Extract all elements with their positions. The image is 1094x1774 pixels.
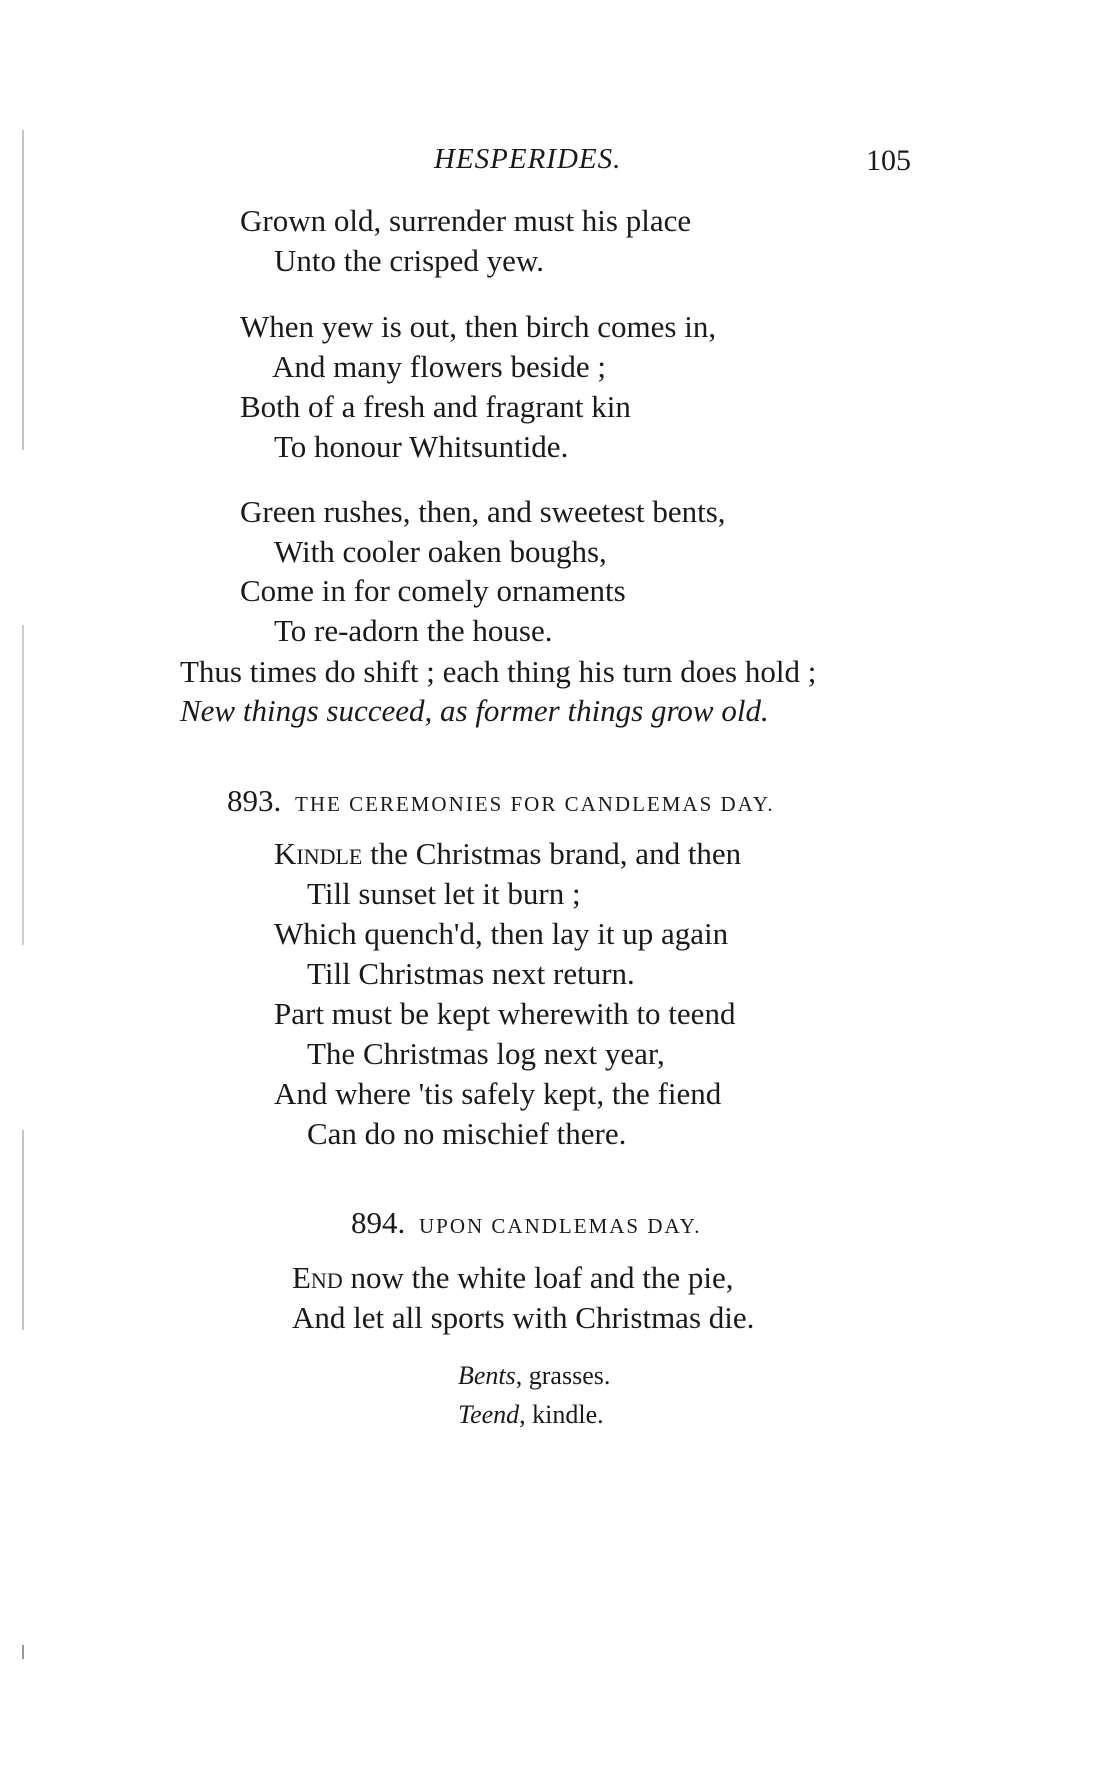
verse-line: Can do no mischief there. xyxy=(307,1116,627,1151)
verse-line xyxy=(292,1262,734,1293)
gloss-definition: , grasses. xyxy=(515,1361,611,1390)
verse-line: Grown old, surrender must his place xyxy=(240,203,692,238)
verse-text: now the white loaf and the pie, xyxy=(342,1260,734,1295)
verse-line xyxy=(274,838,741,869)
gloss-definition: , kindle. xyxy=(519,1400,604,1429)
poem-number: 894. xyxy=(351,1205,406,1240)
verse-line: Green rushes, then, and sweetest bents, xyxy=(240,494,726,529)
verse-line: Till sunset let it burn ; xyxy=(307,876,581,911)
verse-line: Come in for comely ornaments xyxy=(240,573,626,608)
poem-title: UPON CANDLEMAS DAY. xyxy=(419,1214,702,1238)
page-number: 105 xyxy=(866,144,911,177)
verse-line: The Christmas log next year, xyxy=(307,1036,665,1071)
gloss-line xyxy=(458,1402,604,1428)
verse-line: To re-adorn the house. xyxy=(274,613,553,648)
verse-line: And where 'tis safely kept, the fiend xyxy=(274,1076,722,1111)
scan-edge-mark xyxy=(22,1645,24,1659)
verse-text: the Christmas brand, and then xyxy=(362,836,742,871)
verse-line: Which quench'd, then lay it up again xyxy=(274,916,729,951)
verse-line: Both of a fresh and fragrant kin xyxy=(240,389,631,424)
verse-line: When yew is out, then birch comes in, xyxy=(240,309,717,344)
initial-small-caps: Kindle xyxy=(274,836,363,871)
gloss-term: Bents xyxy=(458,1361,516,1390)
gloss-line xyxy=(458,1363,610,1389)
verse-line: Part must be kept wherewith to teend xyxy=(274,996,736,1031)
initial-small-caps: End xyxy=(292,1260,343,1295)
scan-edge-mark xyxy=(22,130,24,450)
verse-line: And many flowers beside ; xyxy=(272,349,607,384)
verse-line: Till Christmas next return. xyxy=(307,956,635,991)
verse-line: And let all sports with Christmas die. xyxy=(292,1300,755,1335)
running-title: HESPERIDES. xyxy=(434,143,622,175)
couplet-line-italic: New things succeed, as former things grow old. xyxy=(180,693,769,728)
poem-number: 893. xyxy=(227,783,282,818)
poem-title: THE CEREMONIES FOR CANDLEMAS DAY. xyxy=(295,792,775,816)
poem-heading xyxy=(227,785,775,816)
couplet-line: Thus times do shift ; each thing his turn does hold ; xyxy=(180,654,817,689)
poem-heading xyxy=(351,1207,701,1238)
gloss-term: Teend xyxy=(458,1400,520,1429)
scan-edge-mark xyxy=(22,625,24,945)
verse-line: To honour Whitsuntide. xyxy=(274,429,569,464)
verse-line: Unto the crisped yew. xyxy=(274,243,545,278)
verse-line: With cooler oaken boughs, xyxy=(274,534,607,569)
scan-edge-mark xyxy=(22,1130,24,1330)
